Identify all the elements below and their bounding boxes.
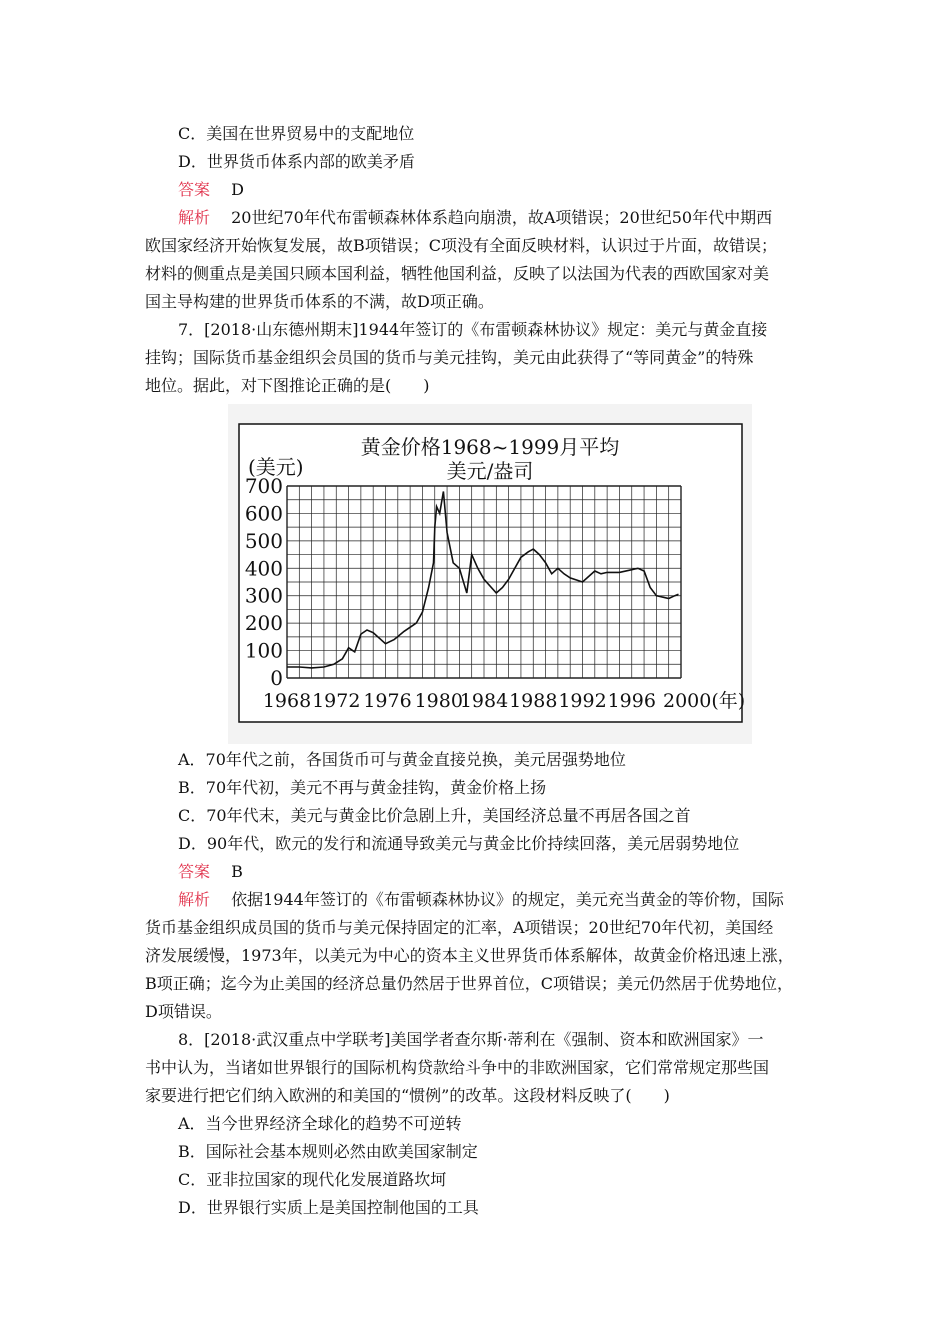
q7-option-c: C．70年代末，美元与黄金比价急剧上升，美国经济总量不再居各国之首 xyxy=(178,806,691,825)
answer-value: B xyxy=(231,862,243,881)
x-tick-label: 1996 xyxy=(607,690,656,712)
x-tick-label: 1972 xyxy=(312,690,361,712)
q7-stem-line-2: 挂钩；国际货币基金组织会员国的货币与美元挂钩，美元由此获得了“等同黄金”的特殊 xyxy=(145,348,754,367)
answer-label: 答案 xyxy=(178,862,211,881)
y-tick-label: 500 xyxy=(244,528,283,553)
q7-stem-line-1: 7．[2018·山东德州期末]1944年签订的《布雷顿森林协议》规定：美元与黄金直接 xyxy=(178,320,768,339)
q6-option-c: C．美国在世界贸易中的支配地位 xyxy=(178,124,415,143)
analysis-text: 依据1944年签订的《布雷顿森林协议》的规定，美元充当黄金的等价物，国际 xyxy=(231,890,784,909)
y-tick-label: 600 xyxy=(244,501,283,526)
chart-ylabel: (美元) xyxy=(248,455,304,479)
q7-stem-line-3: 地位。据此，对下图推论正确的是( ) xyxy=(145,376,430,395)
q6-analysis-line-1 xyxy=(178,208,772,228)
gold-price-chart xyxy=(228,404,752,744)
q7-option-d: D．90年代，欧元的发行和流通导致美元与黄金比价持续回落，美元居弱势地位 xyxy=(178,834,740,853)
y-tick-label: 700 xyxy=(244,474,283,498)
analysis-text: 20世纪70年代布雷顿森林体系趋向崩溃，故A项错误；20世纪50年代中期西 xyxy=(231,208,773,227)
q6-analysis-line-2: 欧国家经济开始恢复发展，故B项错误；C项没有全面反映材料，认识过于片面，故错误； xyxy=(145,236,778,255)
y-tick-label: 100 xyxy=(244,638,283,663)
q6-answer xyxy=(178,180,244,200)
x-tick-label: 2000(年) xyxy=(663,690,746,712)
analysis-label: 解析 xyxy=(178,208,211,227)
q7-analysis-line-2: 货币基金组织成员国的货币与美元保持固定的汇率，A项错误；20世纪70年代初，美国经 xyxy=(145,918,774,937)
q7-analysis-line-4: B项正确；迄今为止美国的经济总量仍然居于世界首位，C项错误；美元仍然居于优势地位， xyxy=(145,974,794,993)
x-tick-label: 1980 xyxy=(414,690,463,712)
answer-label: 答案 xyxy=(178,180,211,199)
q8-option-d: D．世界银行实质上是美国控制他国的工具 xyxy=(178,1198,479,1217)
q8-stem-line-3: 家要进行把它们纳入欧洲的和美国的“惯例”的改革。这段材料反映了( ) xyxy=(145,1086,670,1105)
y-tick-label: 300 xyxy=(244,583,283,608)
q7-analysis-line-3: 济发展缓慢，1973年，以美元为中心的资本主义世界货币体系解体，故黄金价格迅速上涨， xyxy=(145,946,794,965)
x-tick-label: 1984 xyxy=(459,690,509,712)
y-tick-label: 400 xyxy=(244,556,283,581)
x-tick-labels xyxy=(263,690,745,712)
q6-analysis-line-4: 国主导构建的世界货币体系的不满，故D项正确。 xyxy=(145,292,494,311)
q7-answer xyxy=(178,862,243,882)
y-tick-label: 200 xyxy=(244,611,283,636)
q7-option-b: B．70年代初，美元不再与黄金挂钩，黄金价格上扬 xyxy=(178,778,547,797)
q8-stem-line-1: 8．[2018·武汉重点中学联考]美国学者查尔斯·蒂利在《强制、资本和欧洲国家》一 xyxy=(178,1030,764,1049)
q8-option-a: A．当今世界经济全球化的趋势不可逆转 xyxy=(178,1114,462,1133)
q8-option-c: C．亚非拉国家的现代化发展道路坎坷 xyxy=(178,1170,447,1189)
q7-analysis-line-1 xyxy=(178,890,784,910)
analysis-label: 解析 xyxy=(178,890,211,909)
q7-analysis-line-5: D项错误。 xyxy=(145,1002,222,1021)
x-tick-label: 1992 xyxy=(558,690,607,712)
chart-title-line2: 美元/盎司 xyxy=(446,459,534,483)
x-tick-label: 1988 xyxy=(509,690,558,712)
q6-analysis-line-3: 材料的侧重点是美国只顾本国利益，牺牲他国利益，反映了以法国为代表的西欧国家对美 xyxy=(145,264,770,283)
chart-svg xyxy=(228,404,752,744)
q8-stem-line-2: 书中认为，当诸如世界银行的国际机构贷款给斗争中的非欧洲国家，它们常常规定那些国 xyxy=(145,1058,770,1077)
q6-option-d: D．世界货币体系内部的欧美矛盾 xyxy=(178,152,415,171)
answer-value: D xyxy=(231,180,244,199)
q7-option-a: A．70年代之前，各国货币可与黄金直接兑换，美元居强势地位 xyxy=(178,750,626,769)
q8-option-b: B．国际社会基本规则必然由欧美国家制定 xyxy=(178,1142,478,1161)
chart-title-line1: 黄金价格1968~1999月平均 xyxy=(360,435,620,459)
x-tick-label: 1968 xyxy=(262,690,312,712)
y-tick-label: 0 xyxy=(270,666,283,690)
x-tick-label: 1976 xyxy=(363,690,412,712)
